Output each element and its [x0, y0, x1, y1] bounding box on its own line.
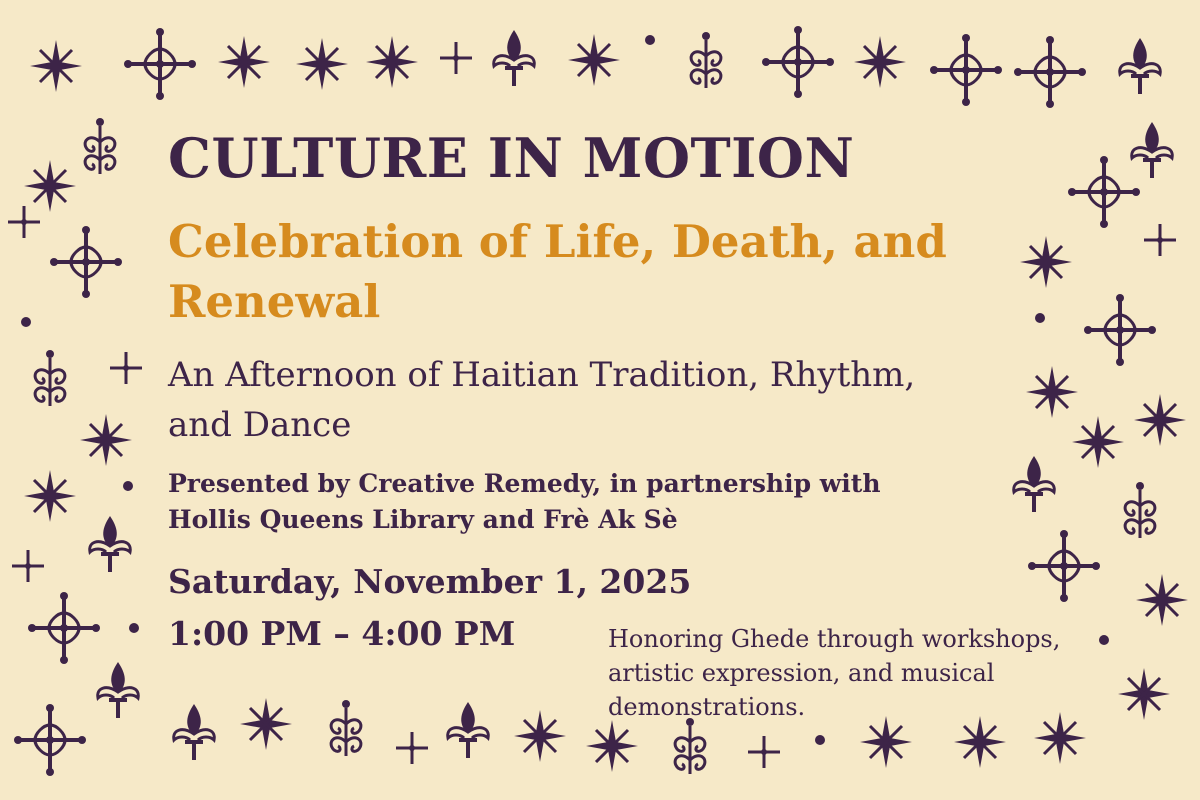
presenter-credit: Presented by Creative Remedy, in partnership with Hollis Queens Library and Frè Ak Sè: [168, 469, 881, 534]
event-title: CULTURE IN MOTION: [168, 126, 855, 190]
event-subtitle: Celebration of Life, Death, and Renewal: [168, 215, 947, 328]
event-time: 1:00 PM – 4:00 PM: [168, 614, 516, 653]
event-tagline: An Afternoon of Haitian Tradition, Rhythm, and Dance: [168, 355, 916, 445]
event-date: Saturday, November 1, 2025: [168, 562, 692, 601]
event-description: Honoring Ghede through workshops, artistic expression, and musical demonstrations.: [608, 625, 1061, 721]
